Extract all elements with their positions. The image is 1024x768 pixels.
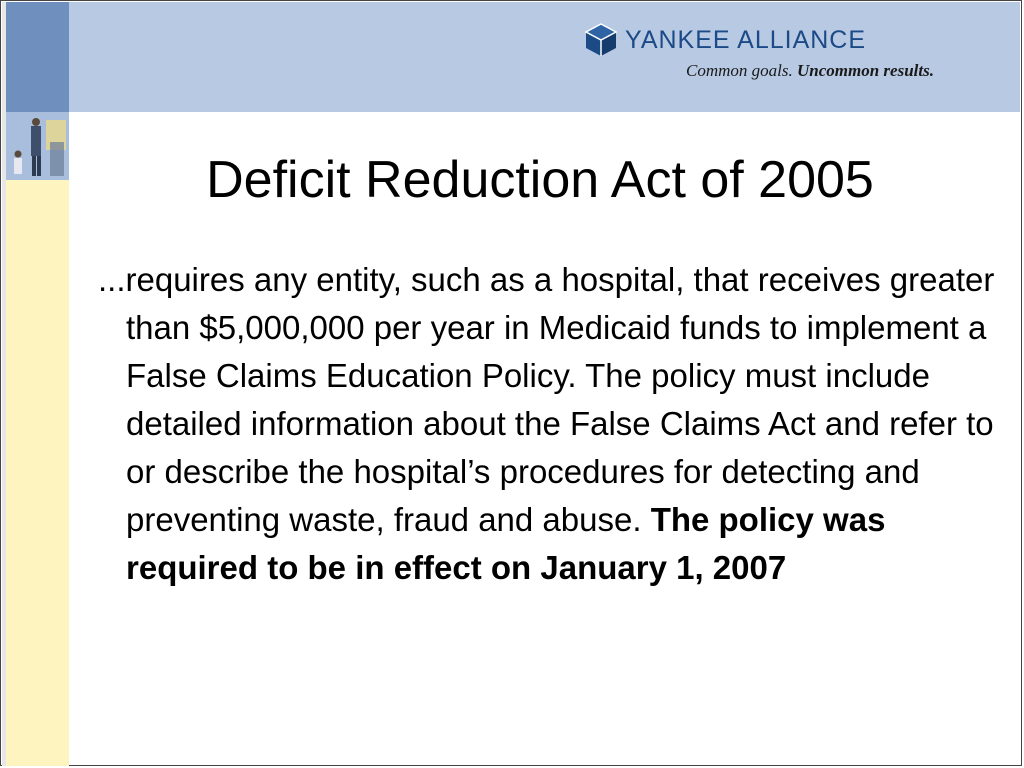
cube-logo-icon [583, 22, 619, 58]
sidebar-photo [6, 112, 69, 180]
slide-body-text [98, 256, 1006, 592]
tagline-regular: Common goals. [686, 61, 797, 80]
body-bold-text: The policy was required to be in effect on January 1, 2007 [126, 501, 886, 586]
body-regular-text: ...requires any entity, such as a hospital, that receives greater than $5,000,000 per year in Medicaid funds to implement a False Claims Education Policy. The policy must include detailed information about the False Claims Act and refer to or describe the hospital’s procedures for detecting and preventing waste, fraud and abuse. [98, 261, 995, 538]
logo-text: YANKEE ALLIANCE [625, 25, 867, 54]
sidebar-top-block [6, 2, 69, 112]
tagline [686, 61, 996, 81]
slide-title: Deficit Reduction Act of 2005 [206, 151, 874, 209]
sidebar-bottom-block [6, 180, 69, 766]
yankee-alliance-logo [583, 20, 923, 60]
people-photo-icon [6, 112, 69, 180]
tagline-bold: Uncommon results. [796, 61, 934, 80]
